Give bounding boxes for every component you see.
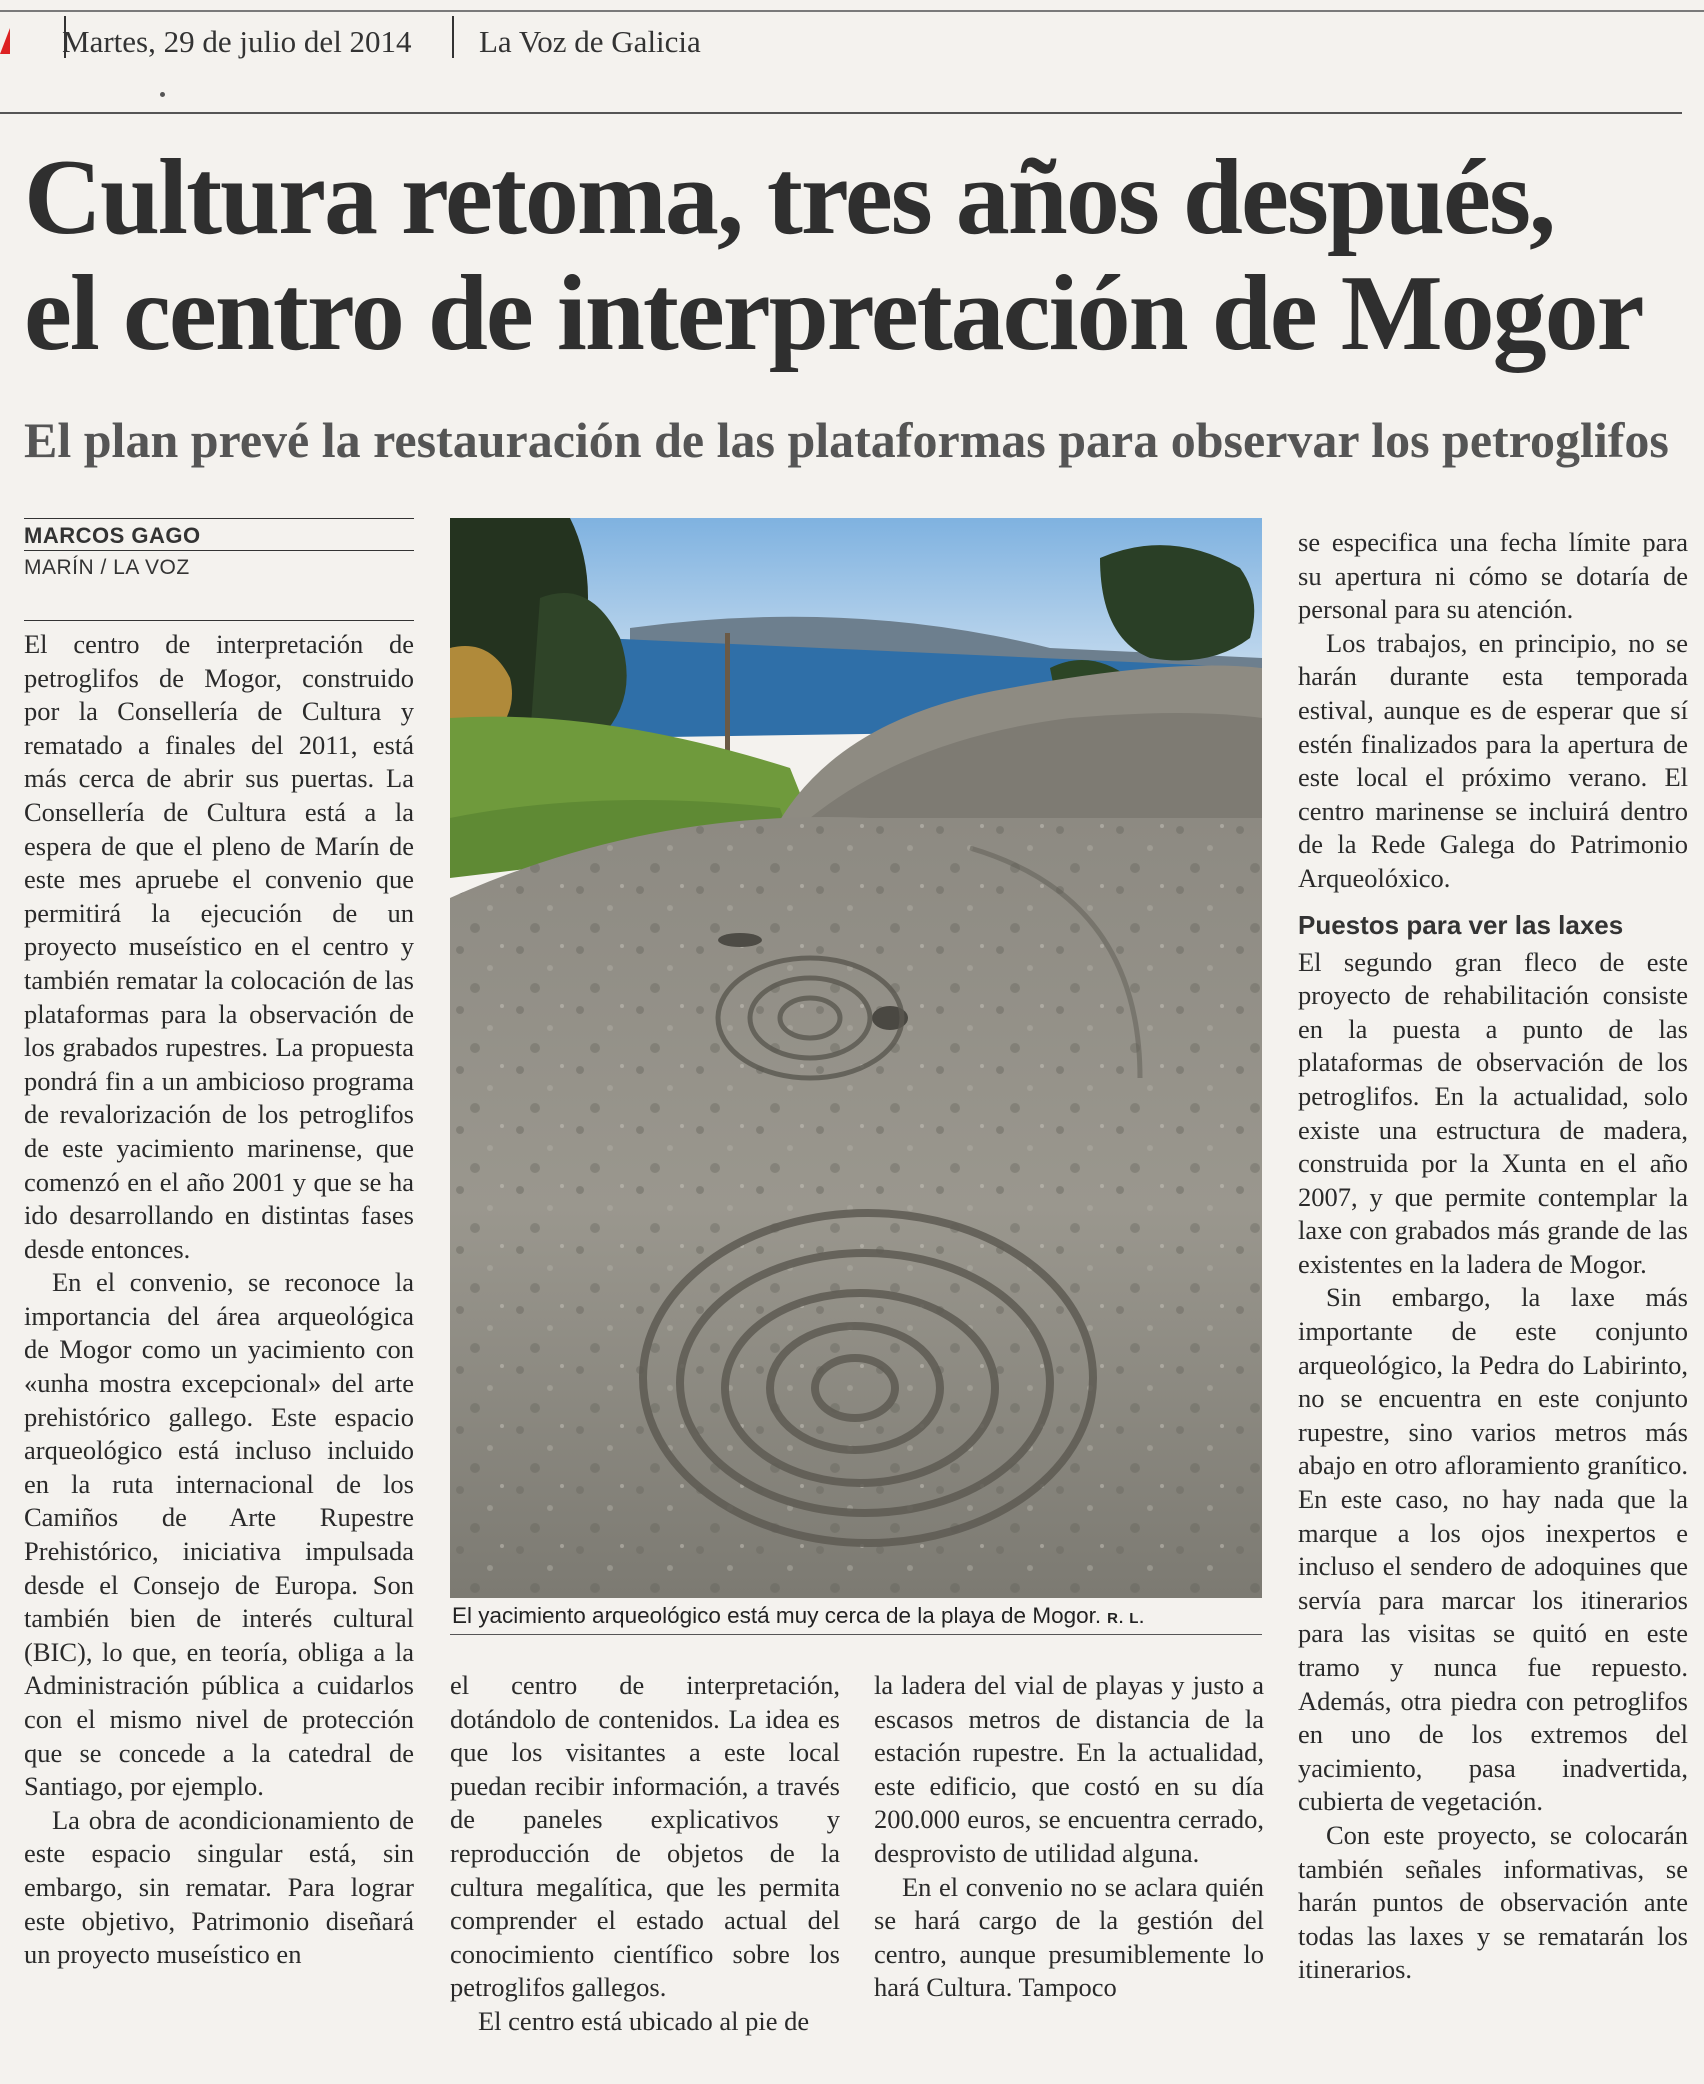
paragraph: se especifica una fecha límite para su apertura ni cómo se dotaría de personal para su atención.: [1298, 527, 1688, 625]
paragraph: La obra de acondicionamiento de este espacio singular está, sin embargo, sin rematar. Para lograr este objetivo, Patrimonio diseñará un proyecto museístico en: [24, 1804, 414, 1970]
section-color-mark: [0, 28, 10, 54]
petroglyph-photo: [450, 518, 1262, 1598]
headline-line-2: el centro de interpretación de Mogor: [24, 254, 1643, 373]
section-subheading: Puestos para ver las laxes: [1298, 909, 1624, 940]
header-rule: [0, 112, 1682, 114]
caption-rule: [450, 1634, 1262, 1635]
photo-caption: [452, 1603, 1264, 1629]
paragraph: El segundo gran fleco de este proyecto de rehabilitación consiste en la puesta a punto de las plataformas de observación de los petroglifos. En la actualidad, solo existe una estructura de madera, construida por la Xunta en el año 2007, y que permite contemplar la laxe con grabados más grande de las existentes en la ladera de Mogor.: [1298, 946, 1688, 1279]
headline: [24, 140, 1684, 372]
subheadline: El plan prevé la restauración de las plataformas para observar los petroglifos: [24, 412, 1669, 468]
paragraph: Con este proyecto, se colocarán también señales informativas, se harán puntos de observación ante todas las laxes y se rematarán los itinerarios.: [1298, 1819, 1688, 1985]
column-2: [450, 1669, 840, 2039]
paragraph: Los trabajos, en principio, no se harán durante esta temporada estival, aunque es de esperar que sí estén finalizados para la apertura de este local el próximo verano. El centro marinense se incluirá dentro de la Rede Galega do Patrimonio Arqueolóxico.: [1298, 627, 1688, 893]
issue-date: Martes, 29 de julio del 2014: [62, 24, 412, 59]
dateline: MARÍN / LA VOZ: [24, 556, 190, 579]
article-photo: [450, 518, 1262, 1598]
column-3: [874, 1669, 1264, 2005]
header-separator: [452, 16, 454, 58]
top-rule: [0, 10, 1704, 12]
paragraph: El centro está ubicado al pie de: [478, 2005, 810, 2036]
paragraph: el centro de interpretación, dotándolo de contenidos. La idea es que los visitantes a este local puedan recibir información, a través de paneles explicativos y reproducción de objetos de la cultura megalítica, que les permita comprender el estado actual del conocimiento científico sobre los petroglifos gallegos.: [450, 1670, 840, 2003]
caption-text: El yacimiento arqueológico está muy cerca de la playa de Mogor.: [452, 1603, 1102, 1628]
byline-rule-middle: [24, 550, 414, 551]
headline-line-1: Cultura retoma, tres años después,: [24, 138, 1555, 257]
publication-name: La Voz de Galicia: [479, 24, 701, 59]
paragraph: En el convenio, se reconoce la importancia del área arqueológica de Mogor como un yacimiento con «unha mostra excepcional» del arte prehistórico gallego. Este espacio arqueológico está incluso incluido en la ruta internacional de los Camiños de Arte Rupestre Prehistórico, iniciativa impulsada desde el Consejo de Europa. Son también bien de interés cultural (BIC), lo que, en teoría, obliga a la Administración pública a cuidarlos con el mismo nivel de protección que se concede a la catedral de Santiago, por ejemplo.: [24, 1267, 414, 1802]
byline-rule-bottom: [24, 620, 414, 621]
photo-credit: R. L.: [1107, 1610, 1145, 1627]
paragraph: En el convenio no se aclara quién se hará cargo de la gestión del centro, aunque presumiblemente lo hará Cultura. Tampoco: [874, 1871, 1264, 2003]
speck: [160, 92, 165, 97]
column-4: [1298, 526, 1688, 1987]
column-1: [24, 628, 414, 1972]
paragraph: El centro de interpretación de petroglifos de Mogor, construido por la Consellería de Cultura y rematado a finales del 2011, está más cerca de abrir sus puertas. La Consellería de Cultura está a la espera de que el pleno de Marín de este mes apruebe el convenio que permitirá la ejecución de un proyecto museístico en el centro y también rematar la colocación de las plataformas para la observación de los grabados rupestres. La propuesta pondrá fin a un ambicioso programa de revalorización de los petroglifos de este yacimiento marinense, que comenzó en el año 2001 y que se ha ido desarrollando en distintas fases desde entonces.: [24, 629, 414, 1264]
author: MARCOS GAGO: [24, 523, 201, 548]
paragraph: Sin embargo, la laxe más importante de este conjunto arqueológico, la Pedra do Labirinto, no se encuentra en este conjunto rupestre, sino varios metros más abajo en otro afloramiento granítico. En este caso, no hay nada que la marque a los ojos inexpertos e incluso el sendero de adoquines que servía para marcar los itinerarios para las visitas se quitó en este tramo y nunca fue repuesto. Además, otra piedra con petroglifos en uno de los extremos del yacimiento, pasa inadvertida, cubierta de vegetación.: [1298, 1282, 1688, 1817]
paragraph: la ladera del vial de playas y justo a escasos metros de distancia de la estación rupestre. En la actualidad, este edificio, que costó en su día 200.000 euros, se encuentra cerrado, desprovisto de utilidad alguna.: [874, 1670, 1264, 1868]
byline-rule-top: [24, 518, 414, 519]
